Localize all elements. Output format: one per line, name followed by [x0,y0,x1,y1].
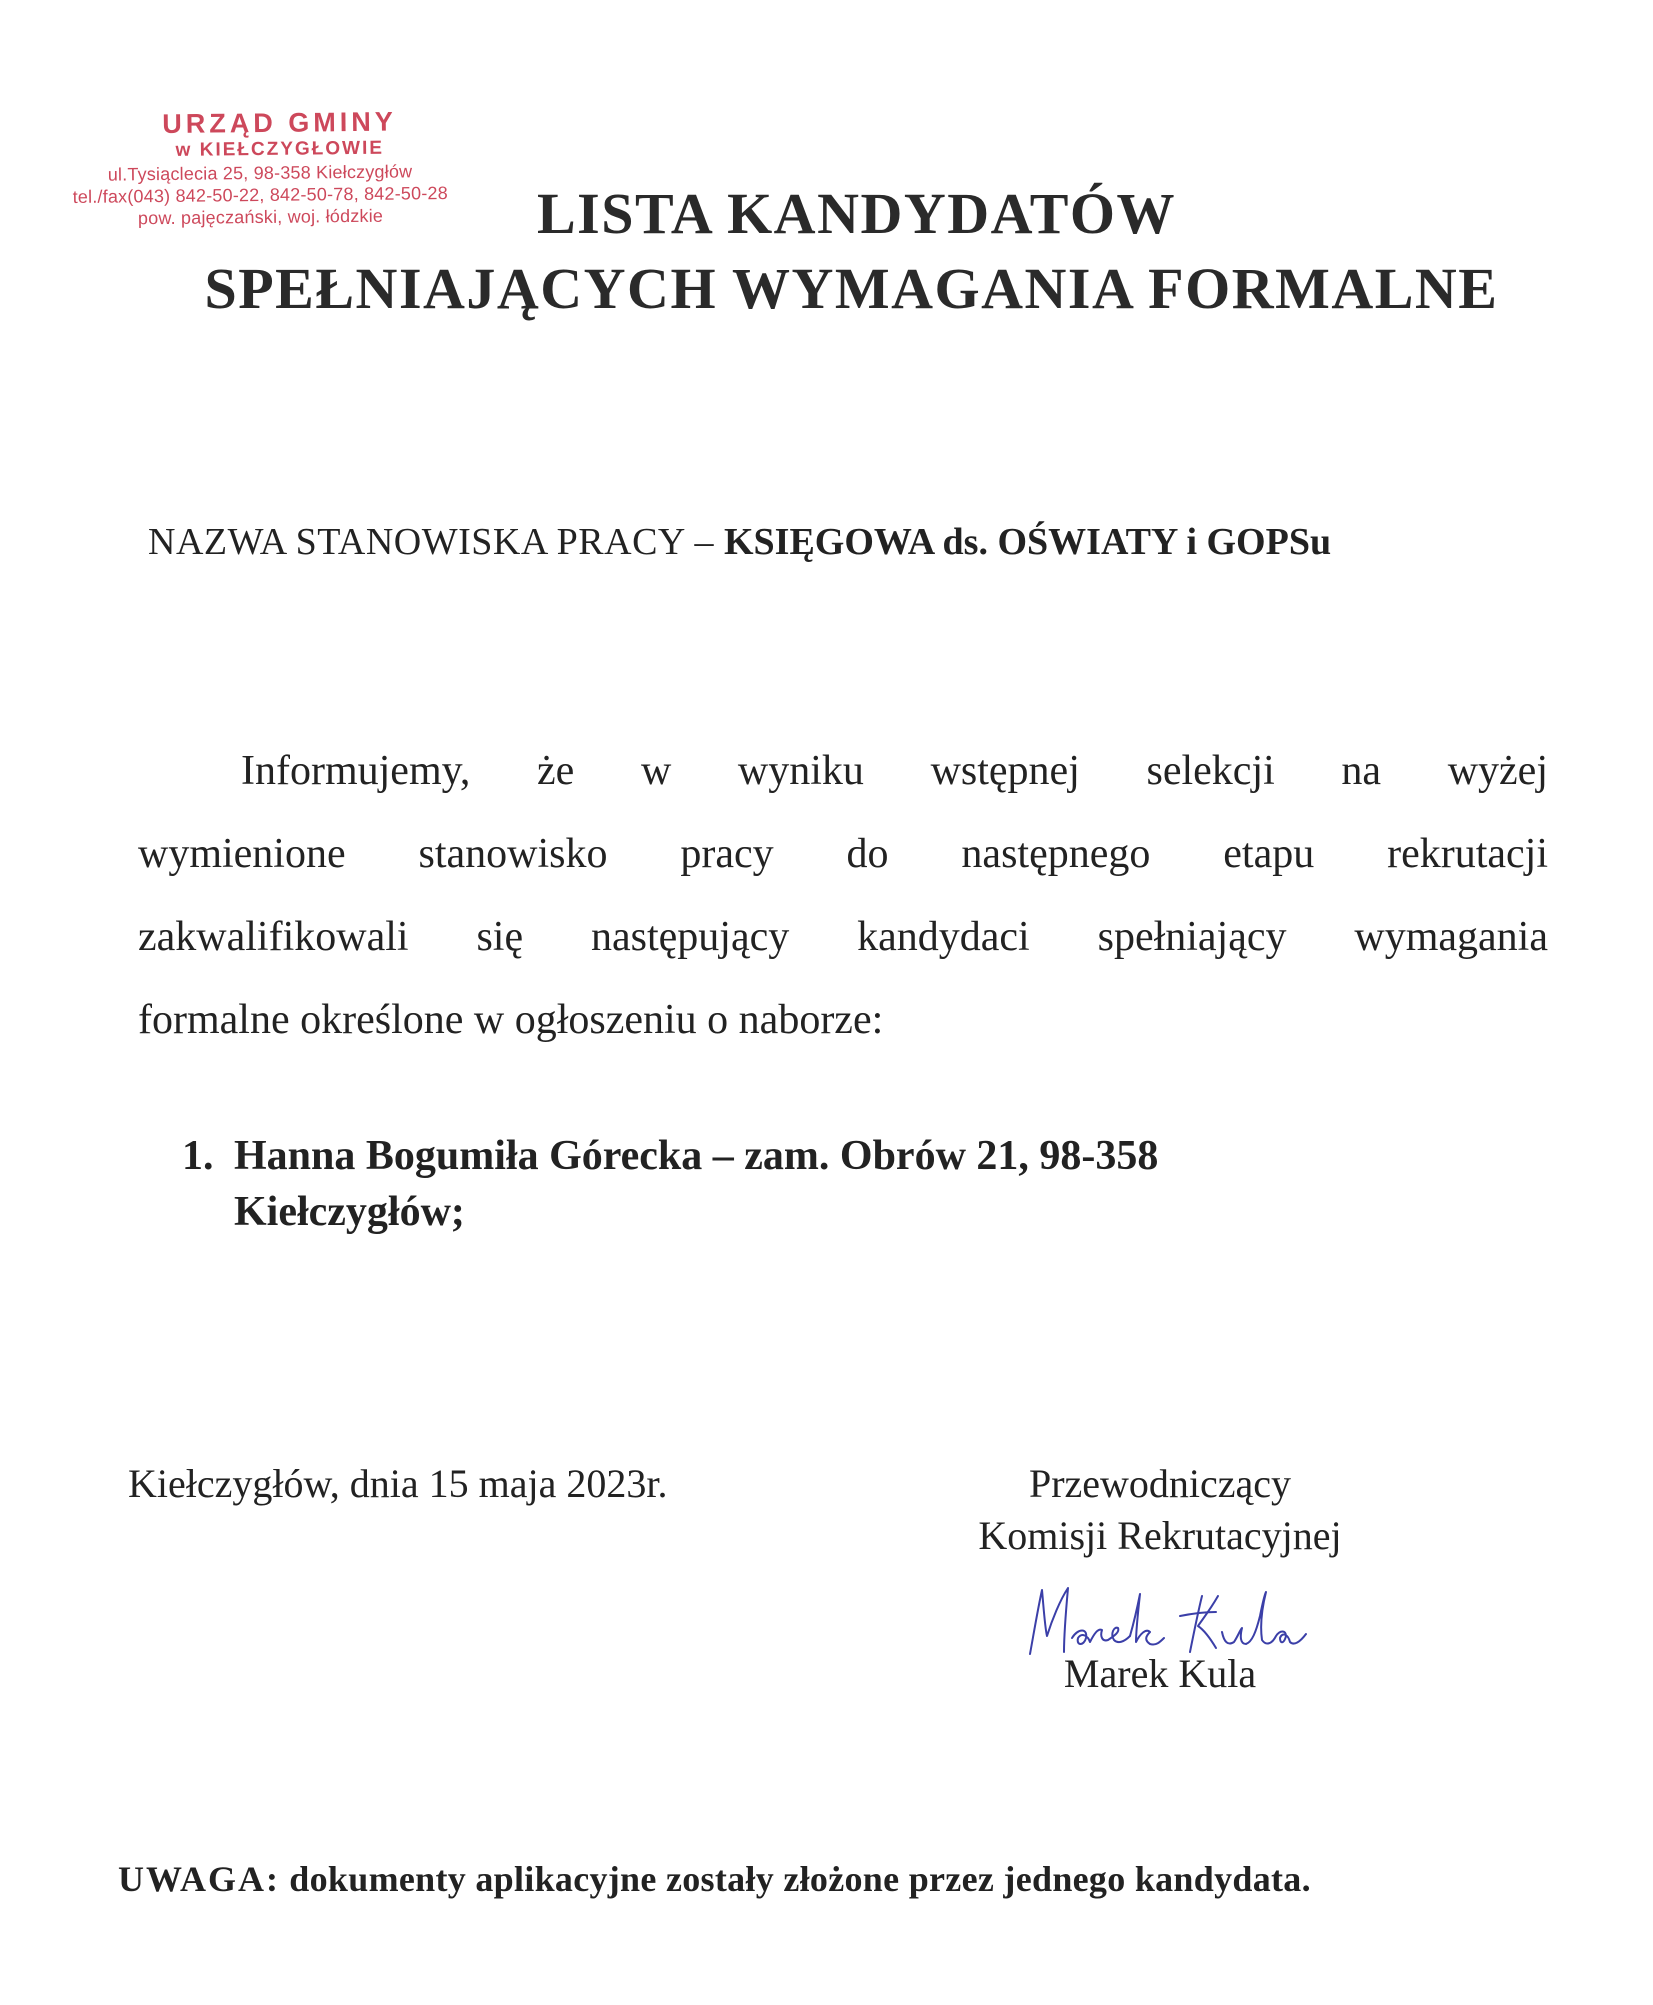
job-position-label: NAZWA STANOWISKA PRACY – [148,521,724,563]
signatory-role-line-1: Przewodniczący [1028,1461,1292,1506]
candidate-line-2: Kiełczygłów; [234,1189,465,1235]
paragraph-line: formalne określone w ogłoszeniu o naborze: [138,997,884,1043]
candidate-number: 1. [182,1133,214,1179]
list-item [182,1128,1382,1240]
document-title-line-1: LISTA KANDYDATÓW [536,181,1176,246]
stamp-line-5: pow. pajęczański, woj. łódzkie [137,205,384,229]
signatory-role-line-2: Komisji Rekrutacyjnej [978,1513,1342,1558]
note-label: UWAGA: [118,1859,280,1899]
stamp-line-3: ul.Tysiąclecia 25, 98-358 Kiełczygłów [107,161,413,185]
note-text: dokumenty aplikacyjne zostały złożone przez jednego kandydata. [280,1859,1311,1899]
signatory-name: Marek Kula [1063,1651,1257,1696]
candidate-list [182,1128,1382,1240]
job-position [148,520,1331,564]
stamp-line-1: URZĄD GMINY [162,106,397,140]
stamp-line-4: tel./fax(043) 842-50-22, 842-50-78, 842-50-28 [72,183,449,207]
paragraph-line: zakwalifikowali się następujący kandydaci spełniający wymagania [138,914,1548,960]
job-position-value: KSIĘGOWA ds. OŚWIATY i GOPSu [723,521,1332,563]
candidate-line-1: Hanna Bogumiła Górecka – zam. Obrów 21, 98-358 [234,1133,1159,1179]
announcement-paragraph [138,730,1548,1062]
document-title-line-2: SPEŁNIAJĄCYCH WYMAGANIA FORMALNE [204,256,1499,321]
signature-block [900,1458,1420,1700]
place-and-date: Kiełczygłów, dnia 15 maja 2023r. [128,1461,668,1506]
stamp-line-2: w KIEŁCZYGŁOWIE [175,137,385,161]
note [118,1858,1311,1900]
paragraph-line: Informujemy, że w wyniku wstępnej selekcji na wyżej [241,748,1548,794]
candidate-text [234,1128,1314,1240]
paragraph-line: wymienione stanowisko pracy do następnego etapu rekrutacji [138,831,1548,877]
